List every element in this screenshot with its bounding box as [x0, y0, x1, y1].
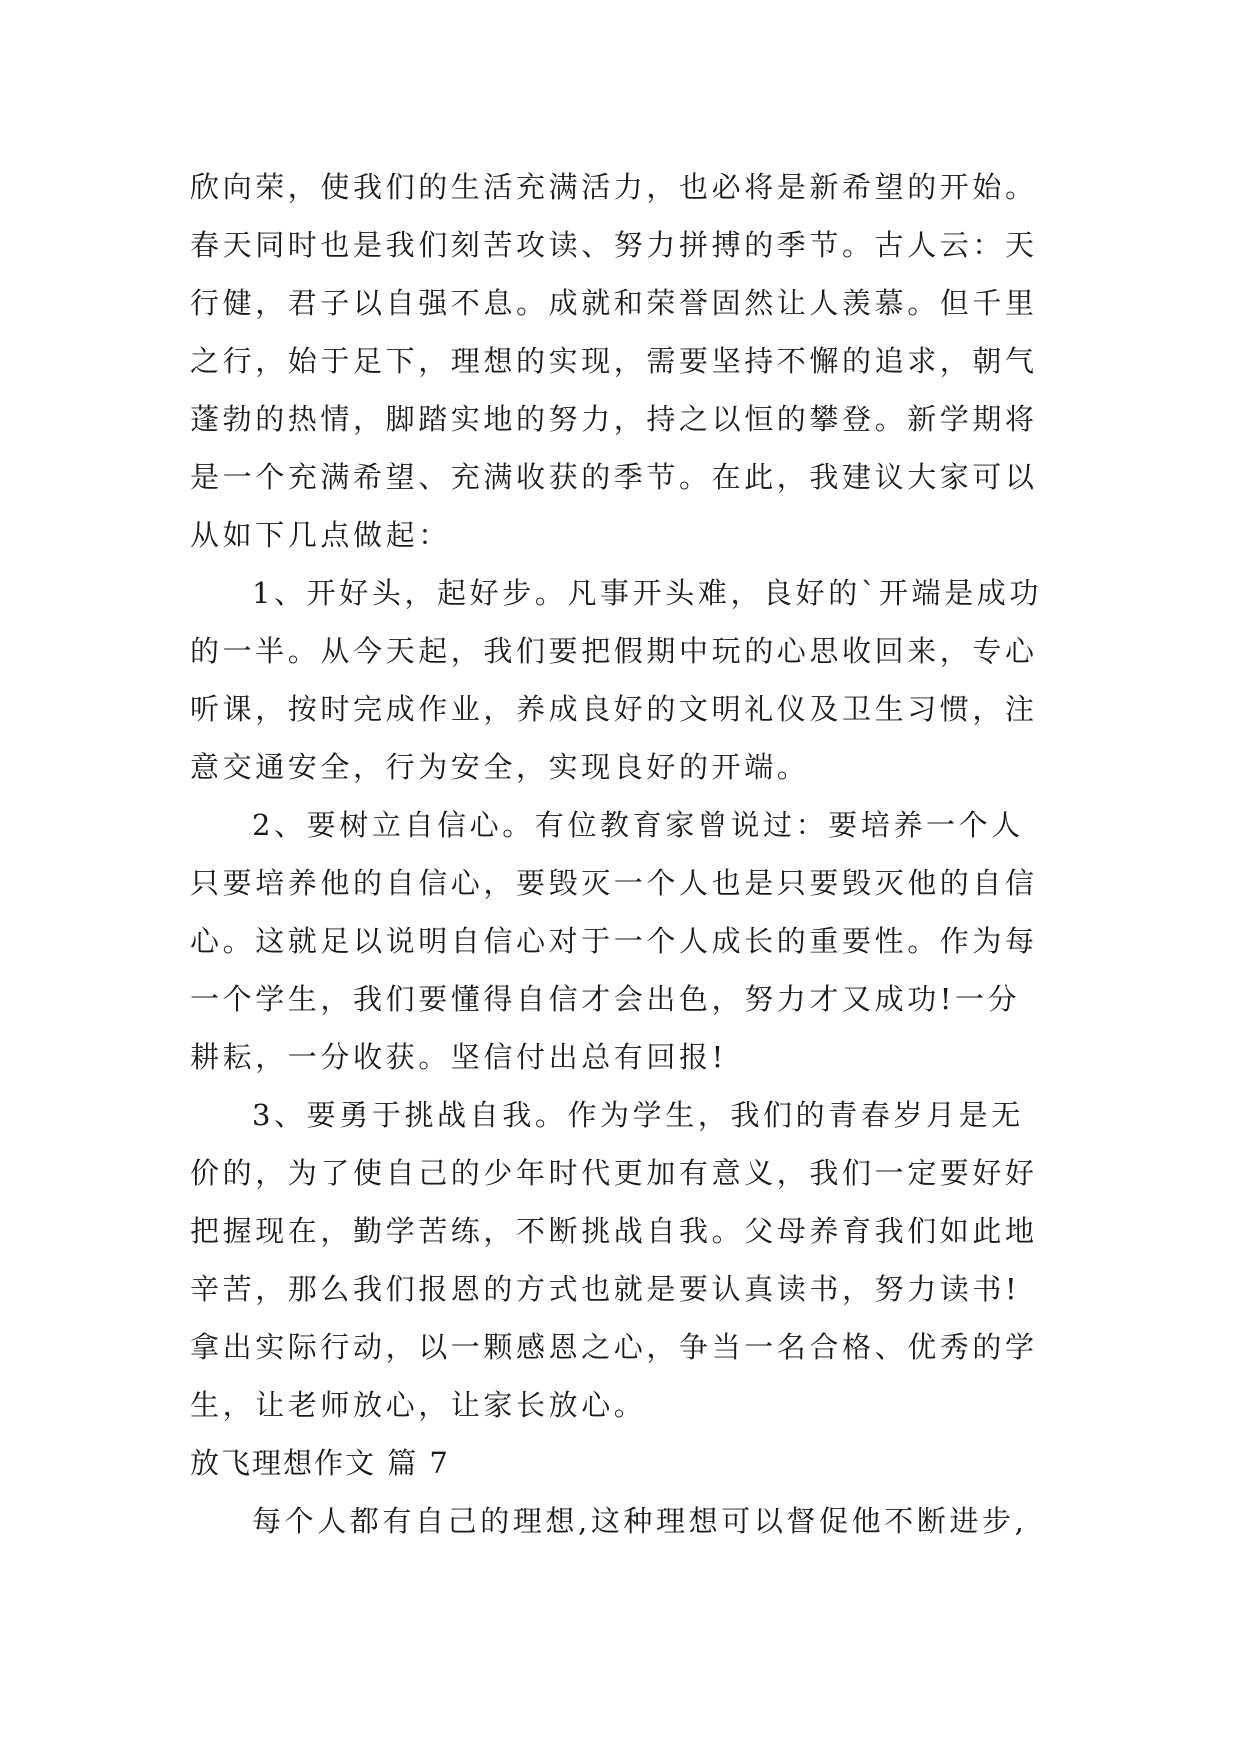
- text-line: 听课，按时完成作业，养成良好的文明礼仪及卫生习惯，注: [190, 692, 1038, 726]
- body-text: [190, 158, 1070, 1550]
- text-line: 的一半。从今天起，我们要把假期中玩的心思收回来，专心: [190, 634, 1038, 668]
- text-line: 生，让老师放心，让家长放心。: [190, 1388, 647, 1422]
- text-line: 从如下几点做起：: [190, 518, 451, 552]
- text-line: 意交通安全，行为安全，实现良好的开端。: [190, 750, 810, 784]
- text-line: 耕耘，一分收获。坚信付出总有回报!: [190, 1040, 727, 1074]
- text-line: 之行，始于足下，理想的实现，需要坚持不懈的追求，朝气: [190, 344, 1038, 378]
- text-line: 辛苦，那么我们报恩的方式也就是要认真读书，努力读书!: [190, 1272, 1021, 1306]
- text-line: 蓬勃的热情，脚踏实地的努力，持之以恒的攀登。新学期将: [190, 402, 1038, 436]
- section-heading: 放飞理想作文 篇 7: [190, 1446, 450, 1480]
- text-line: 拿出实际行动，以一颗感恩之心，争当一名合格、优秀的学: [190, 1330, 1038, 1364]
- text-line: 心。这就足以说明自信心对于一个人成长的重要性。作为每: [190, 924, 1038, 958]
- text-line: 把握现在，勤学苦练，不断挑战自我。父母养育我们如此地: [190, 1214, 1038, 1248]
- text-line: 行健，君子以自强不息。成就和荣誉固然让人羡慕。但千里: [190, 286, 1038, 320]
- list-item-1-start: 1、开好头，起好步。凡事开头难，良好的`开端是成功: [252, 576, 1042, 610]
- text-line: 一个学生，我们要懂得自信才会出色，努力才又成功!一分: [190, 982, 1021, 1016]
- list-item-2-start: 2、要树立自信心。有位教育家曾说过：要培养一个人: [252, 808, 1024, 842]
- list-item-3-start: 3、要勇于挑战自我。作为学生，我们的青春岁月是无: [252, 1098, 1024, 1132]
- text-line: 欣向荣，使我们的生活充满活力，也必将是新希望的开始。: [190, 170, 1038, 204]
- text-line: 价的，为了使自己的少年时代更加有意义，我们一定要好好: [190, 1156, 1038, 1190]
- text-line: 是一个充满希望、充满收获的季节。在此，我建议大家可以: [190, 460, 1038, 494]
- text-line: 只要培养他的自信心，要毁灭一个人也是只要毁灭他的自信: [190, 866, 1038, 900]
- paragraph-start: 每个人都有自己的理想,这种理想可以督促他不断进步,: [252, 1504, 1028, 1538]
- text-line: 春天同时也是我们刻苦攻读、努力拼搏的季节。古人云：天: [190, 228, 1038, 262]
